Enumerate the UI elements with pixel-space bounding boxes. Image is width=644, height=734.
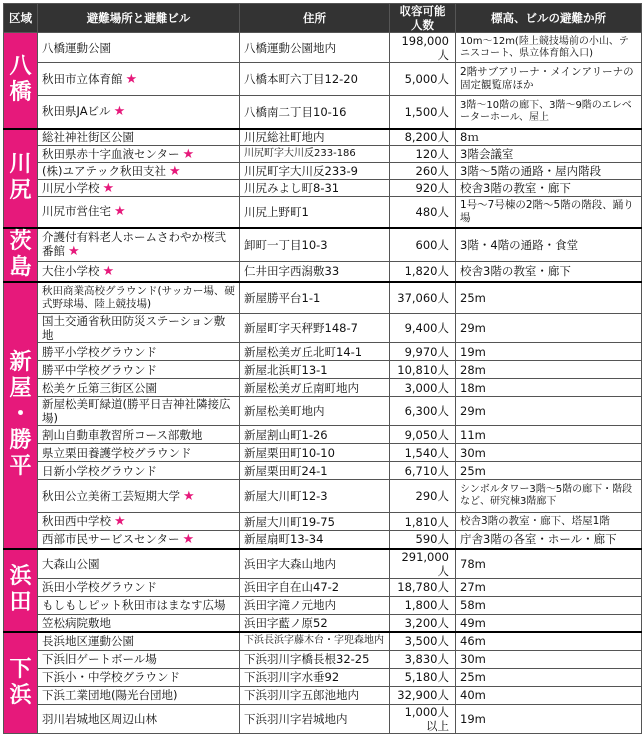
elevation-note-cell: 庁舎3階の各室・ホール・廊下 [456,531,642,549]
address-cell: 新屋松美町地内 [240,397,390,426]
address-cell: 新屋扇町13-34 [240,531,390,549]
elevation-note-cell: 3階〜10階の廊下、3階〜9階のエレベーターホール、屋上 [456,96,642,129]
region-label-cell [4,632,38,733]
shelter-name: 秋田商業高校グラウンド(サッカー場、硬式野球場、陸上競技場) [42,284,235,310]
address-cell: 下浜羽川字五郎池地内 [240,686,390,704]
capacity-cell: 3,500人 [390,632,456,650]
capacity-cell: 260人 [390,163,456,180]
table-row [4,197,642,228]
shelter-name-cell [38,129,240,146]
star-icon: ★ [113,104,126,120]
region-label-char: ・ [9,402,32,427]
table-row [4,180,642,197]
region-label-char: 川 [9,152,32,177]
shelter-name: 下浜旧ゲートボール場 [42,652,157,666]
table-row [4,33,642,63]
address-cell: 川尻町字大川反233-9 [240,163,390,180]
shelter-name-cell [38,96,240,129]
shelter-name: 笠松病院敷地 [42,615,111,630]
capacity-cell: 8,200人 [390,129,456,146]
address-cell: 新屋勝平台1-1 [240,282,390,314]
capacity-cell: 9,050人 [390,426,456,444]
table-row [4,578,642,596]
header-shelter: 避難場所と避難ビル [38,4,240,33]
table-row [4,462,642,480]
table-row [4,614,642,632]
address-cell: 浜田字大森山地内 [240,549,390,579]
region-label-cell [4,228,38,282]
capacity-cell: 9,400人 [390,314,456,343]
shelter-name: 県立栗田養護学校グラウンド [42,445,192,460]
capacity-cell: 3,200人 [390,614,456,632]
shelter-name-cell [38,282,240,314]
shelter-name-cell [38,197,240,228]
star-icon: ★ [114,204,126,220]
elevation-note-cell: 校舎3階の教室・廊下 [456,261,642,281]
shelter-name: 新屋松美町緑道(勝平日吉神社隣接広場) [42,397,231,425]
elevation-note-cell: 3階会議室 [456,146,642,163]
elevation-note-cell: 28m [456,361,642,379]
evacuation-table-container [3,3,641,733]
elevation-note-cell: 3階・4階の通路・食堂 [456,228,642,262]
shelter-name-cell [38,549,240,579]
region-label-char: 茨 [9,228,32,254]
address-cell: 新屋大川町12-3 [240,480,390,513]
capacity-cell: 291,000人 [390,549,456,579]
shelter-name: 勝平中学校グラウンド [42,362,157,377]
capacity-cell: 1,810人 [390,513,456,531]
address-cell: 川尻総社町地内 [240,129,390,146]
table-row [4,632,642,650]
shelter-name: (株)ユアテック秋田支社 [42,163,166,178]
address-cell: 新屋松美ガ丘北町14-1 [240,343,390,361]
elevation-note-cell: 8ｍ [456,129,642,146]
address-cell: 下浜羽川字岩城地内 [240,704,390,733]
shelter-name: 長浜地区運動公園 [42,634,134,649]
elevation-note-cell: 19m [456,704,642,733]
address-cell: 下浜羽川字橋長根32-25 [240,650,390,668]
star-icon: ★ [182,531,195,547]
elevation-note-cell: シンボルタワー3階〜5階の廊下・階段など、研究棟3階廊下 [456,480,642,513]
shelter-name: 勝平小学校グラウンド [42,344,157,359]
table-row [4,549,642,579]
elevation-note-cell: 58m [456,596,642,614]
capacity-cell: 590人 [390,531,456,549]
shelter-name-cell [38,314,240,343]
capacity-cell: 1,540人 [390,444,456,462]
capacity-cell: 3,830人 [390,650,456,668]
header-elevation: 標高、ビルの避難か所 [456,4,642,33]
shelter-name: 浜田小学校グラウンド [42,580,157,594]
shelter-name-cell [38,379,240,397]
shelter-name: 国土交通省秋田防災ステーション敷地 [42,314,226,342]
table-row [4,379,642,397]
elevation-note-cell: 30m [456,444,642,462]
shelter-name-cell [38,343,240,361]
shelter-name: 日新小学校グラウンド [42,463,157,478]
shelter-name: 下浜小・中学校グラウンド [42,670,180,684]
shelter-name: 秋田西中学校 [42,514,111,528]
capacity-cell: 6,710人 [390,462,456,480]
capacity-cell: 9,970人 [390,343,456,361]
elevation-note-cell: 25m [456,668,642,686]
shelter-name: 秋田県赤十字血液センター [42,146,180,161]
capacity-cell: 32,900人 [390,686,456,704]
elevation-note-cell: 40m [456,686,642,704]
table-row [4,63,642,96]
table-row [4,163,642,180]
table-row [4,314,642,343]
address-cell: 新屋北浜町13-1 [240,361,390,379]
address-cell: 川尻町字大川反233-186 [240,146,390,163]
table-row [4,361,642,379]
capacity-cell: 120人 [390,146,456,163]
elevation-note-cell: 29m [456,314,642,343]
capacity-cell: 1,500人 [390,96,456,129]
shelter-name: 川尻小学校 [42,180,100,195]
table-row [4,282,642,314]
capacity-cell: 480人 [390,197,456,228]
shelter-name-cell [38,426,240,444]
shelter-name: 秋田県JAビル [42,104,111,119]
elevation-note-cell: 49m [456,614,642,632]
star-icon: ★ [125,71,138,87]
capacity-cell: 6,300人 [390,397,456,426]
region-label-char: 田 [9,590,32,616]
table-row [4,426,642,444]
address-cell: 川尻みよし町8-31 [240,180,390,197]
address-cell: 仁井田字西潟敷33 [240,261,390,281]
table-row [4,531,642,549]
shelter-name-cell [38,163,240,180]
shelter-name: 大住小学校 [42,263,100,278]
address-cell: 川尻上野町1 [240,197,390,228]
shelter-name: 松美ケ丘第三街区公園 [42,380,157,395]
capacity-cell: 18,780人 [390,578,456,596]
region-label-char: 浜 [9,682,32,708]
address-cell: 浜田字自在山47-2 [240,578,390,596]
address-cell: 新屋松美ガ丘南町地内 [240,379,390,397]
region-label-cell [4,129,38,228]
shelter-name-cell [38,513,240,531]
shelter-name: 西部市民サービスセンター [42,531,180,546]
address-cell: 八橋運動公園地内 [240,33,390,63]
capacity-cell: 198,000人 [390,33,456,63]
address-cell: 八橋南二丁目10-16 [240,96,390,129]
table-row [4,397,642,426]
star-icon: ★ [182,146,195,162]
elevation-note-cell: 19m [456,343,642,361]
table-row [4,480,642,513]
elevation-note-cell: 1号〜7号棟の2階〜5階の階段、踊り場 [456,197,642,228]
elevation-note-cell: 78m [456,549,642,579]
region-label-cell [4,33,38,129]
table-row [4,261,642,281]
capacity-cell: 37,060人 [390,282,456,314]
shelter-name: 介護付有料老人ホームさわやか桜弐番館 [42,230,226,259]
shelter-name-cell [38,614,240,632]
elevation-note-cell: 25m [456,282,642,314]
star-icon: ★ [114,514,126,529]
shelter-name-cell [38,146,240,163]
region-label-char: 八 [9,54,32,80]
table-row [4,513,642,531]
table-row [4,228,642,262]
capacity-cell: 290人 [390,480,456,513]
shelter-name-cell [38,261,240,281]
shelter-name: 八橋運動公園 [42,40,111,55]
elevation-note-cell: 11m [456,426,642,444]
shelter-name: 羽川岩城地区周辺山林 [42,711,157,726]
shelter-name-cell [38,63,240,96]
elevation-note-cell: 2階サブアリーナ・メインアリーナの固定観覧席ほか [456,63,642,96]
shelter-name: 割山自動車教習所コース部敷地 [42,427,203,442]
region-label-char: 橋 [9,80,32,106]
address-cell: 浜田字滝ノ元地内 [240,596,390,614]
elevation-note-cell: 46m [456,632,642,650]
shelter-name-cell [38,650,240,668]
star-icon: ★ [102,263,115,279]
region-label-cell [4,282,38,549]
shelter-name: 下浜工業団地(陽光台団地) [42,688,178,702]
capacity-cell: 5,180人 [390,668,456,686]
region-label-char: 尻 [9,178,32,203]
capacity-cell: 10,810人 [390,361,456,379]
shelter-name-cell [38,578,240,596]
elevation-note-cell: 校舎3階の教室・廊下、塔屋1階 [456,513,642,531]
shelter-name-cell [38,228,240,262]
shelter-name-cell [38,686,240,704]
table-row [4,444,642,462]
evacuation-table [3,3,642,734]
region-label-char: 浜 [9,564,32,590]
capacity-cell: 5,000人 [390,63,456,96]
region-label-char: 新 [9,350,32,375]
capacity-cell: 920人 [390,180,456,197]
shelter-name-cell [38,397,240,426]
star-icon: ★ [168,163,181,179]
elevation-note-cell: 27m [456,578,642,596]
shelter-name-cell [38,632,240,650]
header-region: 区域 [4,4,38,33]
shelter-name-cell [38,668,240,686]
shelter-name-cell [38,361,240,379]
address-cell: 新屋栗田町24-1 [240,462,390,480]
star-icon: ★ [102,180,115,196]
capacity-cell: 1,800人 [390,596,456,614]
address-cell: 新屋町字天秤野148-7 [240,314,390,343]
address-cell: 新屋大川町19-75 [240,513,390,531]
region-label-char: 平 [9,454,32,479]
capacity-cell: 3,000人 [390,379,456,397]
capacity-cell: 600人 [390,228,456,262]
region-label-cell [4,549,38,633]
star-icon: ★ [183,488,195,504]
address-cell: 卸町一丁目10-3 [240,228,390,262]
shelter-name: 大森山公園 [42,556,100,571]
address-cell: 新屋栗田町10-10 [240,444,390,462]
shelter-name: 川尻市営住宅 [42,204,111,219]
capacity-cell: 1,000人以上 [390,704,456,733]
header-address: 住所 [240,4,390,33]
shelter-name: 秋田公立美術工芸短期大学 [42,488,180,503]
table-row [4,343,642,361]
shelter-name-cell [38,480,240,513]
address-cell: 下浜羽川字水垂92 [240,668,390,686]
table-body [4,33,642,734]
elevation-note-cell: 校舎3階の教室・廊下 [456,180,642,197]
region-label-char: 屋 [9,376,32,401]
elevation-note-cell: 25m [456,462,642,480]
table-row [4,650,642,668]
table-row [4,596,642,614]
shelter-name: 秋田市立体育館 [42,71,123,86]
address-cell: 浜田字藍ノ原52 [240,614,390,632]
shelter-name: もしもしピット秋田市はまなす広場 [42,598,226,612]
shelter-name-cell [38,444,240,462]
elevation-note-cell: 10m〜12m(陸上競技場前の小山、テニスコート、県立体育館入口) [456,33,642,63]
elevation-note-cell: 30m [456,650,642,668]
shelter-name-cell [38,180,240,197]
table-row [4,146,642,163]
table-row [4,686,642,704]
table-row [4,129,642,146]
elevation-note-cell: 29m [456,397,642,426]
address-cell: 八橋本町六丁目12-20 [240,63,390,96]
star-icon: ★ [68,244,80,260]
address-cell: 下浜長浜字藤木台・字兜森地内 [240,632,390,650]
shelter-name-cell [38,462,240,480]
table-row [4,668,642,686]
header-capacity: 収容可能人数 [390,4,456,33]
header-row [4,4,642,33]
shelter-name-cell [38,531,240,549]
shelter-name: 総社神社街区公園 [42,130,134,145]
capacity-cell: 1,820人 [390,261,456,281]
table-row [4,96,642,129]
shelter-name-cell [38,33,240,63]
shelter-name-cell [38,596,240,614]
elevation-note-cell: 18m [456,379,642,397]
elevation-note-cell: 3階〜5階の通路・屋内階段 [456,163,642,180]
address-cell: 新屋割山町1-26 [240,426,390,444]
region-label-char: 下 [9,656,32,682]
region-label-char: 島 [9,254,32,280]
region-label-char: 勝 [9,428,32,453]
